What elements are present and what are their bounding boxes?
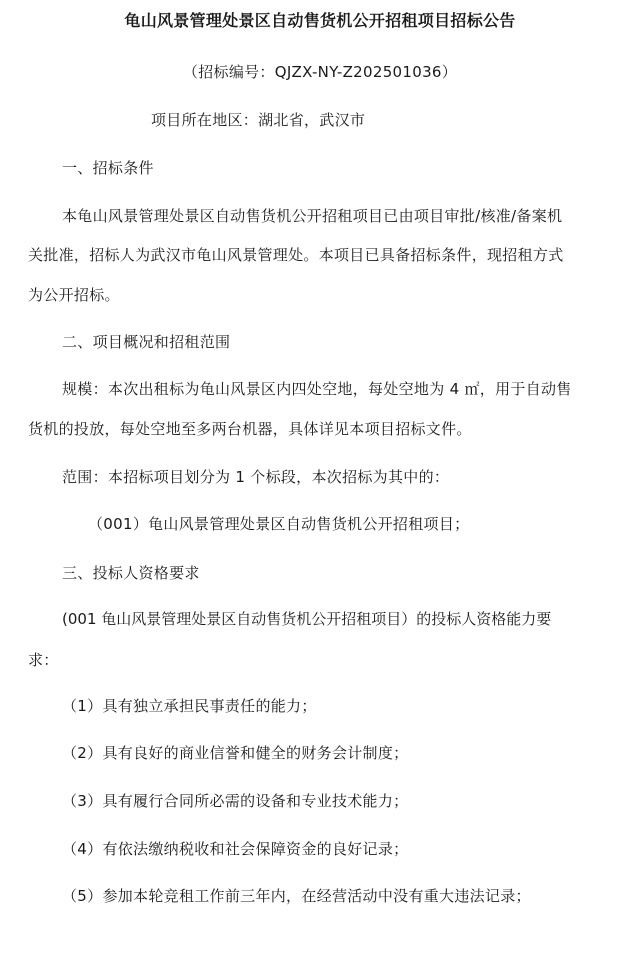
document-title: 龟山风景管理处景区自动售货机公开招租项目招标公告 <box>124 11 516 30</box>
qualification-item: （4）有依法缴纳税收和社会保障资金的良好记录； <box>62 840 409 858</box>
qualification-item: （3）具有履行合同所必需的设备和专业技术能力； <box>62 792 409 810</box>
project-location: 项目所在地区：湖北省，武汉市 <box>151 111 366 129</box>
paragraph-line: 关批准，招标人为武汉市龟山风景管理处。本项目已具备招标条件，现招租方式 <box>28 246 564 264</box>
qualification-item: （5）参加本轮竞租工作前三年内，在经营活动中没有重大违法记录； <box>62 887 531 905</box>
paragraph-line: (001 龟山风景管理处景区自动售货机公开招租项目）的投标人资格能力要 <box>62 610 552 628</box>
section-heading-bidder-qualifications: 三、投标人资格要求 <box>62 564 200 582</box>
paragraph-line: 求： <box>28 651 59 669</box>
bid-number: （招标编号：QJZX-NY-Z202501036） <box>182 63 458 81</box>
lot-item: （001）龟山风景管理处景区自动售货机公开招租项目； <box>88 515 470 533</box>
paragraph-line: 为公开招标。 <box>28 286 120 304</box>
paragraph-line: 货机的投放，每处空地至多两台机器，具体详见本项目招标文件。 <box>28 420 472 438</box>
qualification-item: （1）具有独立承担民事责任的能力； <box>62 697 317 715</box>
qualification-item: （2）具有良好的商业信誉和健全的财务会计制度； <box>62 744 409 762</box>
section-heading-project-overview: 二、项目概况和招租范围 <box>62 333 231 351</box>
section-heading-bid-conditions: 一、招标条件 <box>62 159 154 177</box>
scope-text: 范围：本招标项目划分为 1 个标段，本次招标为其中的： <box>62 468 450 486</box>
paragraph-line: 规模：本次出租标为龟山风景区内四处空地，每处空地为 4 ㎡，用于自动售 <box>62 380 572 398</box>
paragraph-line: 本龟山风景管理处景区自动售货机公开招租项目已由项目审批/核准/备案机 <box>62 207 563 225</box>
